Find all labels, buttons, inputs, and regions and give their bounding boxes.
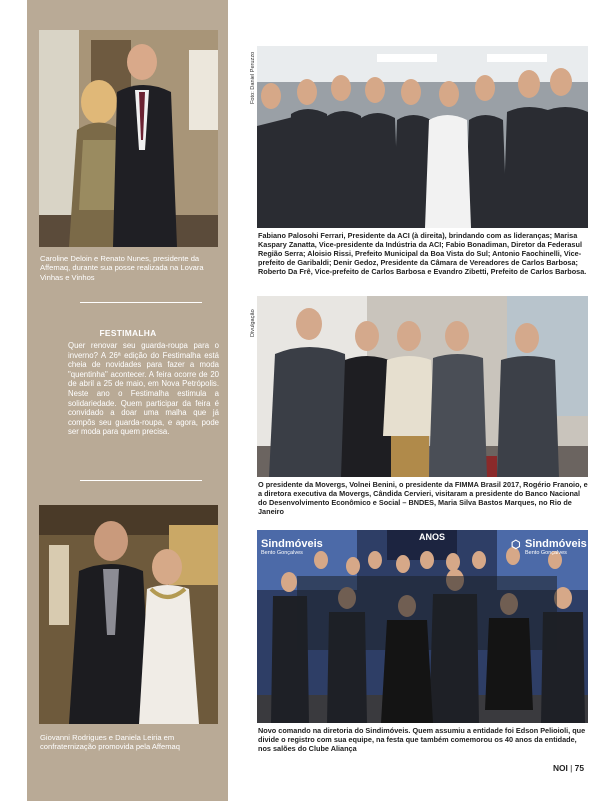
photo-movergs-bndes — [257, 296, 588, 477]
sidebar-caption-2: Giovanni Rodrigues e Daniela Leiria em confraternização promovida pela Affemaq — [40, 733, 181, 752]
photo-aci-toast — [257, 46, 588, 228]
caption-sindmoveis: Novo comando na diretoria do Sindimóveis. Quem assumiu a entidade foi Edson Pelioioli, que divide o registro com sua equipe, na festa que também comemorou os 40 anos da entidade, nos salões do Clube Aliança — [258, 726, 586, 753]
banner-anos: ANOS — [419, 532, 446, 542]
footer-separator: | — [570, 763, 573, 773]
magazine-name: NOI — [552, 763, 568, 773]
divider-bottom — [80, 480, 202, 481]
photo-credit-2: Divulgação — [250, 309, 256, 337]
caption-aci: Fabiano Palosohi Ferrari, Presidente da ACI (à direita), brindando com as lideranças; Marisa Kaspary Zanatta, Vice-presidente da Indústria da ACI; Fabio Bonadiman, Diretor da Federasul Região Serra; Aloisio Rissi, Prefeito Municipal da Boa Vista do Sul; Antonio Faochinelli, Vice-prefeito de Garibaldi; Denir Gedoz, Presidente da Câmara de Vereadores de Carlos Barbosa; Roberto Da Frê, Vice-prefeito de Carlos Barbosa e Evandro Zibetti, Prefeito de Carlos Barbosa. — [258, 231, 587, 276]
photo-sindmoveis-board — [257, 530, 588, 723]
photo-giovanni-daniela — [39, 505, 218, 724]
sidebar-caption-1: Caroline Deloin e Renato Nunes, presidente da Affemaq, durante sua posse realizada na Lovara Vinhas e Vinhos — [40, 254, 204, 282]
banner-left-sub: Bento Gonçalves — [261, 550, 303, 556]
banner-sindmoveis-right — [511, 538, 587, 556]
banner-right-text: Sindmóveis — [525, 538, 587, 550]
divider-top — [80, 302, 202, 303]
banner-left-text: Sindmóveis — [261, 538, 323, 550]
sindmoveis-logo-icon: ⬡ — [511, 539, 521, 551]
festimalha-title: FESTIMALHA — [99, 328, 157, 338]
page-footer — [553, 763, 584, 773]
banner-right-sub: Bento Gonçalves — [525, 550, 567, 556]
festimalha-body: Quer renovar seu guarda-roupa para o inverno? A 26ª edição do Festimalha está cheia de novidades para fazer a moda "quentinha" acontecer. A feira ocorre de 20 de abril a 25 de maio, em Nova Petrópolis. Neste ano o Festimalha estimula a solidariedade. Quem participar da feira é convidado a doar uma malha que já compôs seu guarda-roupa, e agora, pode ser moda para quem precisa. — [68, 341, 219, 437]
page-number: 75 — [574, 763, 584, 773]
banner-sindmoveis-left — [261, 538, 323, 556]
photo-credit-1: Foto: Daniel Peruzzo — [250, 51, 256, 104]
caption-movergs: O presidente da Movergs, Volnei Benini, o presidente da FIMMA Brasil 2017, Rogério Franoio, e a diretora executiva da Movergs, Cândida Cervieri, visitaram a presidente do Banco Nacional do Desenvolvimento Econômico e Social – BNDES, Maria Silva Bastos Marques, no Rio de Janeiro — [258, 480, 588, 516]
photo-caroline-renato — [39, 30, 218, 247]
